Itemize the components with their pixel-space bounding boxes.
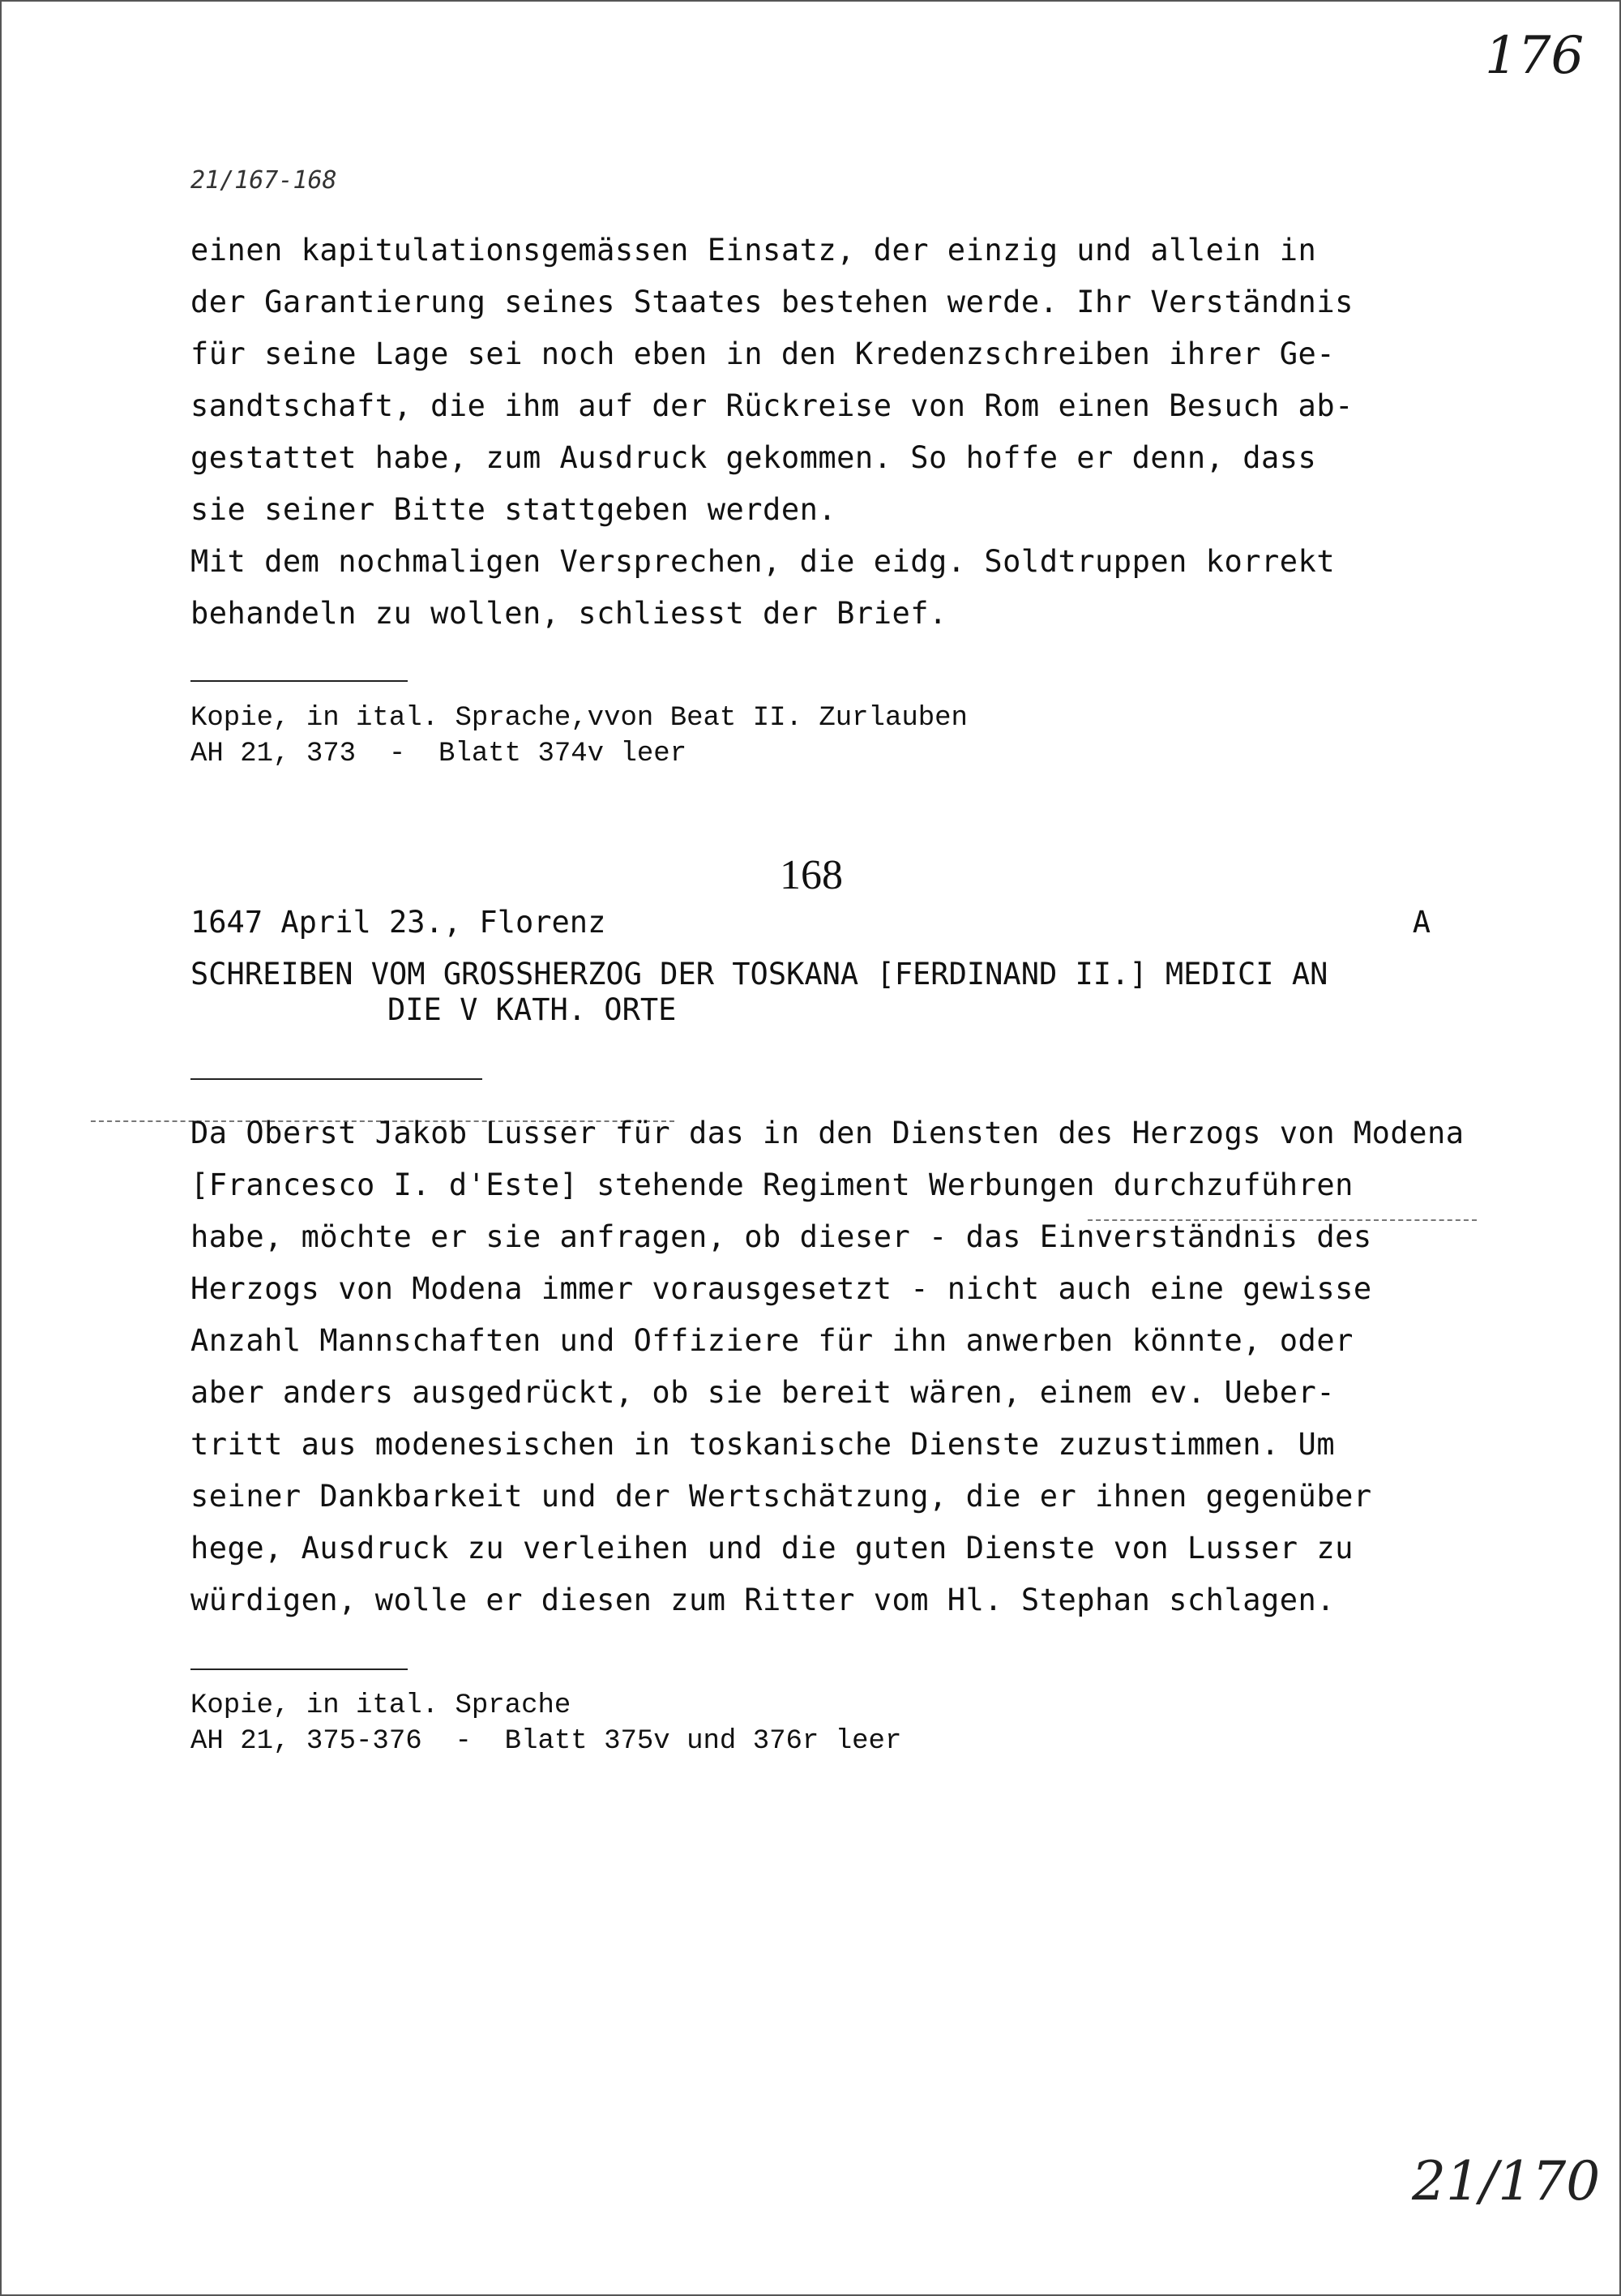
- source-note-167: [190, 700, 968, 772]
- text-line: [Francesco I. d'Este] stehende Regiment Werbungen durchzuführen: [190, 1167, 1354, 1202]
- classification-letter: A: [1412, 905, 1431, 940]
- continuation-paragraph: [190, 225, 1471, 640]
- document-body: [190, 1107, 1471, 1626]
- text-line: Mit dem nochmaligen Versprechen, die eidg. Soldtruppen korrekt: [190, 544, 1336, 579]
- text-line: habe, möchte er sie anfragen, ob dieser - das Einverständnis des: [190, 1219, 1372, 1254]
- date-place-line: [190, 905, 1431, 940]
- text-line: Anzahl Mannschaften und Offiziere für ihn anwerben könnte, oder: [190, 1323, 1354, 1358]
- text-line: Herzogs von Modena immer vorausgesetzt - nicht auch eine gewisse: [190, 1271, 1372, 1306]
- document-heading: [190, 957, 1328, 1028]
- text-line: aber anders ausgedrückt, ob sie bereit wären, einem ev. Ueber-: [190, 1375, 1336, 1410]
- text-line: sie seiner Bitte stattgeben werden.: [190, 492, 837, 527]
- source-note-168: [190, 1688, 901, 1759]
- text-line: der Garantierung seines Staates bestehen werde. Ihr Verständnis: [190, 285, 1354, 319]
- folio-number: 176: [1485, 26, 1585, 86]
- text-line: tritt aus modenesischen in toskanische Dienste zuzustimmen. Um: [190, 1427, 1336, 1462]
- date-place: 1647 April 23., Florenz: [190, 905, 606, 940]
- text-line: gestattet habe, zum Ausdruck gekommen. So hoffe er denn, dass: [190, 440, 1317, 475]
- text-line: Da Oberst Jakob Lusser für das in den Diensten des Herzogs von Modena: [190, 1116, 1465, 1150]
- heading-divider: [190, 1078, 482, 1080]
- footnote-divider: [190, 1668, 408, 1670]
- document-reference: 21/167-168: [190, 166, 337, 195]
- note-line: AH 21, 373 - Blatt 374v leer: [190, 739, 687, 769]
- handwritten-mark: 21/170: [1412, 2150, 1601, 2212]
- text-line: hege, Ausdruck zu verleihen und die guten Dienste von Lusser zu: [190, 1531, 1354, 1566]
- text-line: sandtschaft, die ihm auf der Rückreise von Rom einen Besuch ab-: [190, 388, 1354, 423]
- document-number: 168: [780, 852, 843, 898]
- text-line: behandeln zu wollen, schliesst der Brief.: [190, 596, 947, 631]
- text-line: würdigen, wolle er diesen zum Ritter vom Hl. Stephan schlagen.: [190, 1583, 1336, 1617]
- footnote-divider: [190, 680, 408, 682]
- note-line: Kopie, in ital. Sprache: [190, 1690, 571, 1721]
- heading-line: SCHREIBEN VOM GROSSHERZOG DER TOSKANA [FERDINAND II.] MEDICI AN: [190, 957, 1328, 992]
- text-line: seiner Dankbarkeit und der Wertschätzung, die er ihnen gegenüber: [190, 1479, 1372, 1514]
- note-line: Kopie, in ital. Sprache,vvon Beat II. Zurlauben: [190, 703, 968, 734]
- note-line: AH 21, 375-376 - Blatt 375v und 376r leer: [190, 1726, 902, 1757]
- text-line: für seine Lage sei noch eben in den Kredenzschreiben ihrer Ge-: [190, 336, 1336, 371]
- heading-line: DIE V KATH. ORTE: [387, 992, 677, 1027]
- text-line: einen kapitulationsgemässen Einsatz, der einzig und allein in: [190, 233, 1317, 268]
